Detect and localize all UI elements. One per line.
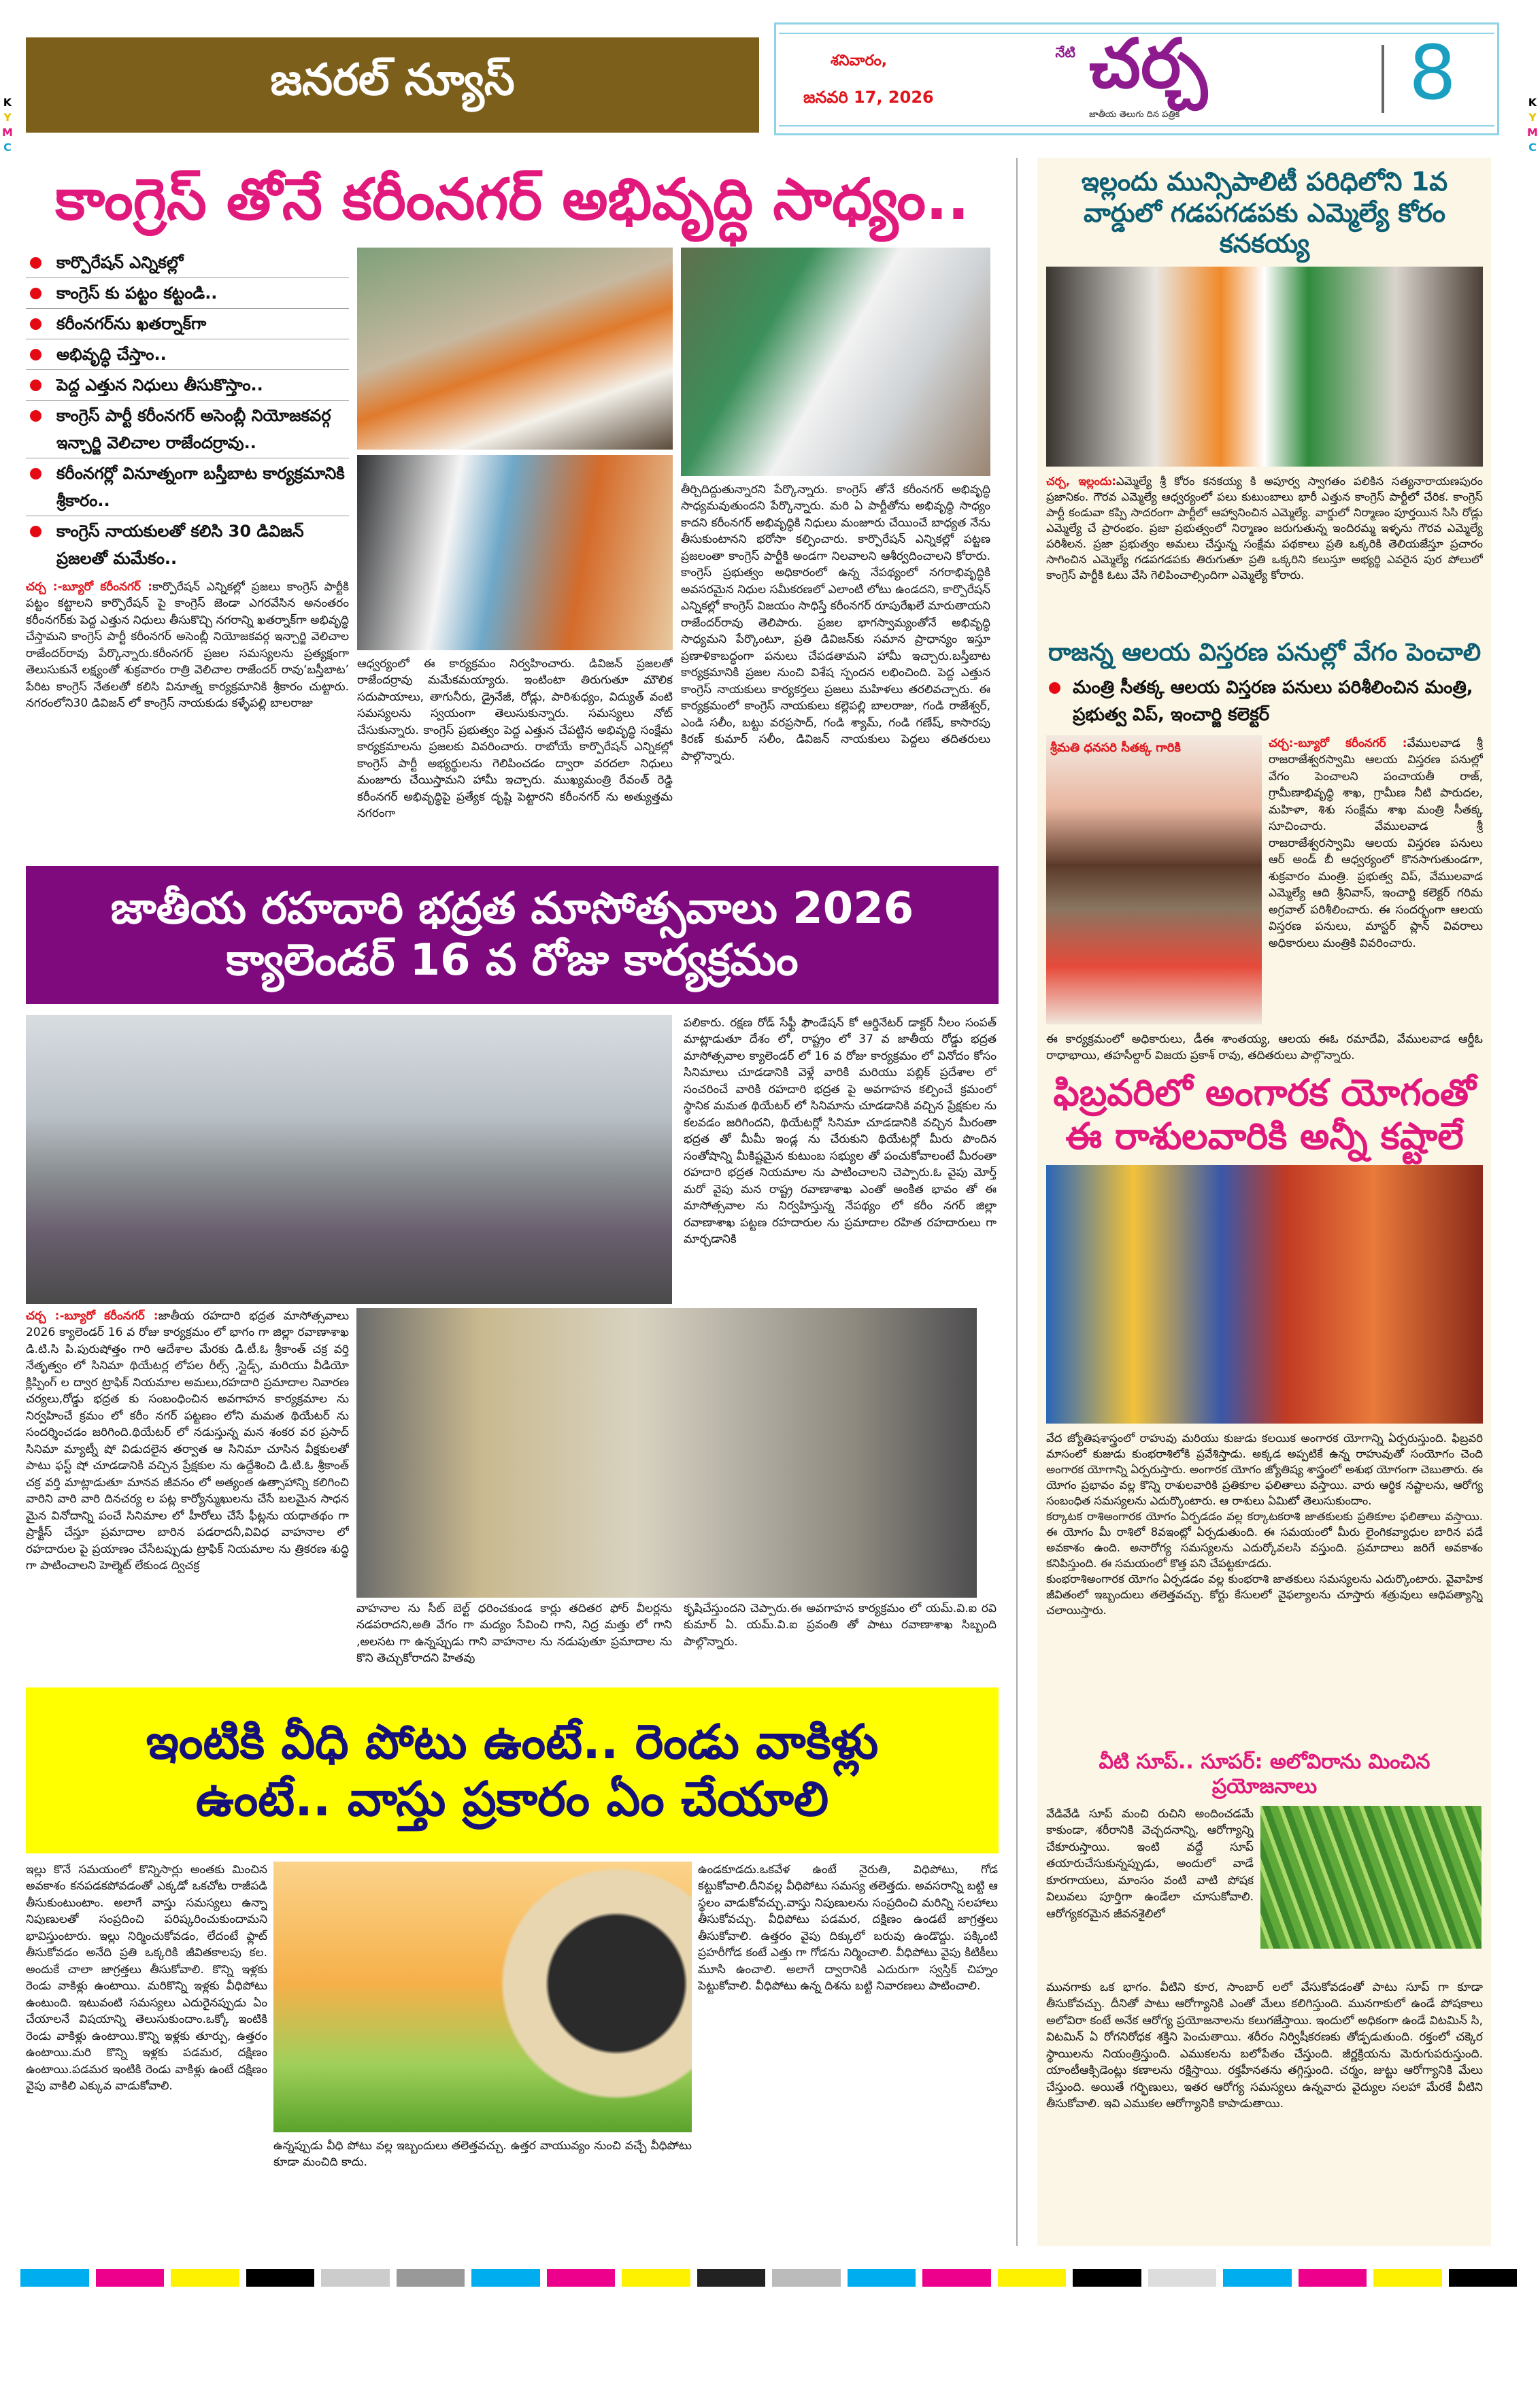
rajanna-body (1269, 735, 1483, 1024)
reg-y: Y (1528, 111, 1537, 124)
bullet-item (26, 401, 349, 458)
rajanna-bullet-text: మంత్రి సీతక్క ఆలయ విస్తరణ పనులు పరిశీలించిన మంత్రి, ప్రభుత్వ విప్, ఇంచార్జి కలెక్టర్ (1073, 677, 1473, 725)
karimnagar-column-1 (26, 248, 349, 858)
dateline: చర్చ :-బ్యూరో కరీంనగర్ : (26, 579, 152, 594)
karimnagar-body-col1 (26, 579, 349, 858)
divider (1382, 45, 1384, 113)
karimnagar-column-2 (357, 248, 673, 858)
bullet-item (26, 370, 349, 401)
print-color-bar (20, 2269, 1517, 2287)
illandu-photo (1046, 267, 1483, 467)
bullet-dot-icon (30, 468, 41, 480)
karimnagar-body-col3: తీర్చిదిద్దుతున్నారని పేర్కొన్నారు. కాంగ్రెస్ తోనే కరీంనగర్ అభివృద్ధి సాధ్యమవుతుందని పేర్కొన్నారు. మరి ఏ పార్టీతోను అభివృద్ధి సాధ్యం కాదని కరీంనగర్ అభివృద్ధికి నిధులు మంజూరు చేయించే బాధ్యత నేను తీసుకుంటానని భరోసా కల్పించారు. కార్పొరేషన్ ఎన్నికల్లో పట్టణ ప్రజలంతా కాంగ్రెస్ పార్టీకి అండగా నిలవాలని ఆశీర్వదించాలని కోరారు. కాంగ్రెస్ ప్రభుత్వం అధికారంలో ఉన్న నేపథ్యంలో నగరాభివృద్ధికి అవసరమైన నిధుల సమీకరణలో ఎలాంటి లోటు ఉండదని, కార్పొరేషన్ ఎన్నికల్లో కాంగ్రెస్ విజయం సాధిస్తే కరీంనగర్ రూపురేఖలే మారుతాయని రాజేందర్‌రావు తెలిపారు. ప్రజల భాగస్వామ్యంతోనే అభివృద్ధి సాధ్యమని పేర్కొంటూ, ప్రతి డివిజన్‌కు సమాన ప్రాధాన్యం ఇస్తూ ప్రణాళికాబద్ధంగా పనులు చేపడతామని హామీ ఇచ్చారు.బస్తీబాట కార్యక్రమానికి ప్రజల నుంచి విశేష స్పందన లభించింది. పెద్ద ఎత్తున కాంగ్రెస్ నాయకులు కార్యకర్తలు ప్రజలు మహిళలు తరలివచ్చారు. ఈ కార్యక్రమంలో కాంగ్రెస్ నాయకులు కల్లెపల్లి బాలరాజు, గండి రాజేశ్వర్, ఎండి సలీం, బట్టు వరప్రసాద్, గండి శ్యామ్, గండి గణేష్, కాసారపు కిరణ్ కుమార్ సలీం, డివిజన్ నాయకులు పెద్దలు తదితరులు పాల్గొన్నారు. (681, 482, 990, 763)
road-safety-body-col1 (26, 1308, 349, 1675)
road-safety-headline-line1: జాతీయ రహదారి భద్రత మాసోత్సవాలు 2026 (110, 883, 914, 934)
rajanna-subhead (1046, 674, 1483, 728)
angaraka-headline (1046, 1071, 1483, 1158)
body-text: జాతీయ రహదారి భద్రత మాసోత్సవాలు 2026 క్యాలెండర్ 16 వ రోజు కార్యక్రమం లో భాగం గా జిల్లా రవాణాశాఖ డి.టి.సి పి.పురుషోత్తం గారి ఆదేశాల మేరకు డి.టీ.ఓ శ్రీకాంత్ చక్ర వర్తి నేతృత్వం లో సినిమా థియేటర్ల లోపల రీల్స్ ,స్లైడ్స్, మరియు వీడియో క్లిప్పింగ్ ల ద్వార ట్రాఫిక్ నియమాల అమలు,రహదారి ప్రమాదాల నివారణ చర్యలు,రోడ్డు భద్రత కు సంబంధించిన అవగాహన కార్యక్రమాల ను నిర్వహించే క్రమం లో కరీం నగర్ పట్టణం లోని మమత థియేటర్ ను సందర్శించడం జరిగింది.థియేటర్ లో నడుస్తున్న మన శంకర వర ప్రసాద్ సినిమా మ్యాట్నీ షో విడుదలైన తర్వాత ఆ సినిమా చూసిన వీక్షకులతో పాటు ఫస్ట్ షో చూడడానికి వచ్చిన ప్రేక్షకుల ను ఉద్దేశించి డి.టి.ఓ శ్రీకాంత్ చక్ర వర్తి మాట్లాడుతూ మానవ జీవనం లో అత్యంత ఉత్సాహాన్ని కలిగించి వారిని వారి వారి దినచర్య ల పట్ల కార్యోన్ముఖులను చేసే బలమైన సాధన మైన వినోదాన్ని పంచే సినిమాల లో హీరోలు చేసే ఫీట్లను యధాతథం గా ప్రాక్టీస్ చేస్తూ ప్రమాదాల బారిన పడరాదనీ,వివిధ వాహనాల లో రహదారుల పై ప్రయాణం చేసేటప్పుడు ట్రాఫిక్ నియమాల ను త్రికరణ శుద్ధి గా పాటించాలని హెల్మెట్ లేకుండ ద్విచక్ర (26, 1309, 349, 1573)
bullet-text: కాంగ్రెస్ నాయకులతో కలిసి 30 డివిజన్ ప్రజలతో మమేకం.. (56, 521, 304, 568)
bullet-dot-icon (30, 318, 41, 330)
photo-banner-text: శ్రీమతి ధనసరి సీతక్క గారికి (1050, 740, 1181, 755)
karimnagar-body-col2: ఆధ్వర్యంలో ఈ కార్యక్రమం నిర్వహించారు. డివిజన్ ప్రజలతో రాజేందర్రావు మమేకమయ్యారు. ఇంటింటా తిరుగుతూ మౌలిక సదుపాయాలు, తాగునీరు, డ్రైనేజీ, రోడ్లు, పారిశుధ్యం, విద్యుత్ వంటి సమస్యలను స్వయంగా తెలుసుకున్నారు. సమస్యలు నోట్ చేసుకున్నారు. కాంగ్రెస్ ప్రభుత్వం పెద్ద ఎత్తున చేపట్టిన అభివృద్ధి సంక్షేమ కార్యక్రమాలను ప్రజలకు వివరించారు. రాబోయే కార్పొరేషన్ ఎన్నికల్లో కాంగ్రెస్ పార్టీ అభ్యర్థులను గెలిపించడం ద్వారా వరదలా నిధులు మంజూరు చేయిస్తామని హామీ ఇచ్చారు. ముఖ్యమంత్రి రేవంత్ రెడ్డి కరీంనగర్ అభివృద్ధిపై ప్రత్యేక దృష్టి పెట్టారని కరీంనగర్ ను అత్యుత్తమ నగరంగా (357, 656, 673, 821)
body-text: వేములవాడ శ్రీ రాజరాజేశ్వరస్వామి ఆలయ విస్తరణ పనుల్లో వేగం పెంచాలని పంచాయతీ రాజ్, గ్రామీణాభివృద్ధి శాఖ, గ్రామీణ నీటి పారుదల, మహిళా, శిశు సంక్షేమ శాఖ మంత్రి సీతక్క సూచించారు. వేములవాడ శ్రీ రాజరాజేశ్వరస్వామి ఆలయ విస్తరణ పనులు ఆర్ అండ్ బీ ఆధ్వర్యంలో కొనసాగుతుండగా, శుక్రవారం మంత్రి. ప్రభుత్వ విప్, వేములవాడ ఎమ్మెల్యే ఆది శ్రీనివాస్, ఇంచార్జి కలెక్టర్ గరిమ అగ్రవాల్ పరిశీలించారు. ఈ సందర్భంగా ఆలయ విస్తరణ పనులు, మాస్టర్ ప్లాన్ వివరాలు అధికారులు మంత్రికి వివరించారు. (1269, 736, 1483, 950)
karimnagar-article (26, 248, 999, 858)
bullet-dot-icon (1049, 682, 1060, 694)
vastu-photo-house-compass (273, 1862, 692, 2132)
bullet-dot-icon (30, 410, 41, 422)
karimnagar-bullet-list (26, 248, 349, 573)
registration-marks-right (1526, 95, 1539, 155)
road-safety-photo-theatre (26, 1015, 672, 1304)
angaraka-headline-line2: ఈ రాశులవారికి అన్నీ కష్టాలే (1065, 1114, 1464, 1158)
reg-c: C (3, 141, 12, 154)
bullet-dot-icon (30, 380, 41, 391)
reg-m: M (2, 126, 13, 139)
reg-c: C (1528, 141, 1537, 154)
soup-body-left: వేడివేడి సూప్ మంచి రుచిని అందించడమే కాకుండా, శరీరానికి వెచ్చదనాన్ని, ఆరోగ్యాన్ని చేకూరుస్తాయి. ఇంటి వద్దే సూప్ తయారుచేసుకున్నప్పుడు, అందులో వాడే కూరగాయలు, మాంసం వంటి వాటి పోషక విలువలు పూర్తిగా ఉండేలా చూసుకోవాలి. ఆరోగ్యకరమైన జీవనశైలిలో (1046, 1807, 1254, 1921)
bullet-dot-icon (30, 288, 41, 299)
dateline: చర్చ, ఇల్లందు: (1046, 474, 1116, 488)
issue-date: జనవరి 17, 2026 (803, 88, 934, 107)
vastu-headline-line1: ఇంటికి వీధి పోటు ఉంటే.. రెండు వాకిళ్లు (146, 1713, 879, 1770)
bullet-text: కరీంనగర్‌ను ఖతర్నాక్‌గా (56, 314, 207, 333)
bullet-item (26, 458, 349, 516)
newspaper-logo: చర్చ (1089, 24, 1207, 103)
road-safety-body-col2: వాహనాల ను సీట్ బెల్ట్ ధరించకుండ కార్లు తదితర ఫోర్ వీలర్లను నడపరాదని,అతి వేగం గా మద్యం సేవించి గాని, నిద్ర మత్తు లో గాని ,అలసట గా ఉన్నప్పుడు గాని వాహనాల ను నడుపుతూ ప్రమాదాల ను కొని తెచ్చుకోరాదని హితవు (356, 1601, 672, 1666)
soup-headline: వీటి సూప్.. సూపర్: అలోవిరాను మించిన ప్రయోజనాలు (1099, 1749, 1430, 1798)
dateline: చర్చ :-బ్యూరో కరీంనగర్ : (26, 1309, 158, 1323)
angaraka-body: వేద జ్యోతిషశాస్త్రంలో రాహువు మరియు కుజుడు కలయిక అంగారక యోగాన్ని ఏర్పరుస్తుంది. ఫిబ్రవరి మాసంలో కుజుడు కుంభరాశిలోకి ప్రవేశిస్తాడు. అక్కడ అప్పటికే ఉన్న రాహువుతో సంయోగం చెంది అంగారక యోగాన్ని ఏర్పరుస్తారు. అంగారక యోగం జ్యోతిష్య శాస్త్రంలో అశుభ యోగంగా చెబుతారు. ఈ యోగం ప్రభావం వల్ల కొన్ని రాశులవారికి ప్రతికూల ఫలితాలు వస్తాయి. వారు ఆర్థిక నష్టాలను, ఆరోగ్య సంబంధిత సమస్యలను ఎదుర్కొంటారు. ఆ రాశులు ఏమిటో తెలుసుకుందాం. కర్కాటక రాశిఅంగారక యోగం ఏర్పడడం వల్ల కర్కాటకరాశి జాతకులకు ప్రతికూల ఫలితాలు వస్తాయి. ఈ యోగం మీ రాశిలో 8వఇంట్లో ఏర్పడుతుంది. ఈ సమయంలో మీరు లైంగికవ్యాధుల బారిన పడే అవకాశం ఉంది. అనారోగ్య సమస్యలను ఎదుర్కోవలసి వస్తుంది. ప్రమాదాలు జరిగే అవకాశం కనిపిస్తుంది. ఈ సమయంలో కొత్త పని చేపట్టకూడదు. కుంభరాశిఅంగారక యోగం ఏర్పడడం వల్ల కుంభరాశి జాతకులు సమస్యలను ఎదుర్కొంటారు. వైవాహిక జీవితంలో ఇబ్బందులు తలెత్తవచ్చు. కోర్టు కేసులలో వైఫల్యాలను చూస్తారు శత్రువులు ఆధిపత్యాన్ని చలాయిస్తారు. (1046, 1431, 1483, 1617)
bullet-text: కరీంనగర్లో వినూత్నంగా బస్తీబాట కార్యక్రమానికి శ్రీకారం.. (56, 463, 345, 510)
road-safety-photo-officers (356, 1308, 977, 1598)
vastu-body-col3: ఉండకూడదు.ఒకవేళ ఉంటే నైరుతి, విధిపోటు, గోడ కట్టుకోవాలి.దీనివల్ల వీధిపోటు సమస్య తలెత్తదు. అవసరాన్ని బట్టి ఆ స్థలం వాడుకోవచ్చు.వాస్తు నిపుణులను సంప్రదించి మరిన్ని సలహాలు తీసుకోవచ్చు. వీధిపోటు పడమర, దక్షిణం ఉండటే జాగ్రత్తలు తీసుకోవాలి. ఉత్తరం వైపు దిక్కులో బరువు ఉండొద్దు. పక్కింటి ప్రహరీగోడ కంటే ఎత్తు గా గోడను నిర్మించాలి. వీధిపోటు వైపు కిటికీలు మూసి ఉంచాలి. అలాగే ద్వారానికి ఎదురుగా స్వస్తిక్ చిహ్నం పెట్టుకోవాలి. వీధిపోటు ఉన్న దిశను బట్టి నివారణలు పాటించాలి. (698, 1862, 998, 1994)
rajanna-closing: ఈ కార్యక్రమంలో అధికారులు, డీఈ శాంతయ్య, ఆలయ ఈఓ రమాదేవి, వేములవాడ ఆర్డీఓ రాధాభాయి, తహసీల్దార్ విజయ ప్రకాశ్ రావు, తదితరులు పాల్గొన్నారు. (1046, 1032, 1483, 1063)
bullet-item (26, 278, 349, 309)
page-number: 8 (1409, 29, 1456, 116)
road-safety-body-col3: పలికారు. రక్షణ రోడ్ సేఫ్టీ ఫౌండేషన్ కో ఆర్డినేటర్ డాక్టర్ నీలం సంపత్ మాట్లాడుతూ దేశం లో, రాష్ట్రం లో 37 వ జాతీయ రోడ్డు భద్రత మాసోత్సవాల క్యాలెండర్ లో 16 వ రోజు కార్యక్రమం లో వినోదం కోసం సినిమాలు చూడడానికి వెళ్లే వారికి మరియు పబ్లిక్ ప్రదేశాల లో సంచరించే వారికి రహదారి భద్రత పై అవగాహన కల్పించే క్రమంలో స్థానిక మమత థియేటర్ లో సినిమాను చూడడానికి వచ్చిన ప్రేక్షకుల ను కలవడం జరిగిందని, థియేటర్లో సినిమా చూడడానికి వచ్చిన మీరంతా భద్రత తో మీమీ ఇండ్ల ను చేరుకుని థియేటర్లో మీరు పొందిన సంతోషాన్ని మీకిష్టమైన కుటుంబ సభ్యుల తో పంచుకోవాలంటే మీరంతా రహదారి భద్రత నియమాల ను పాటించాలని చెప్పారు.ఓ వైపు మోర్త్ మరో వైపు మన రాష్ట్ర రవాణాశాఖ ఎంతో అంకిత భావం తో ఈ మాసోత్సవాల ను నిర్వహిస్తున్న నేపథ్యం లో కరీం నగర్ జిల్లా రవాణాశాఖ పట్టణ రహదారుల ను ప్రమాదాల రహిత రహదారులు గా మార్చడానికి (684, 1015, 997, 1247)
road-safety-body-col4: కృషిచేస్తుందని చెప్పారు.ఈ అవగాహన కార్యక్రమం లో యమ్.వి.ఐ రవి కుమార్ ఏ. యమ్.వి.ఐ ప్రవంతి తో పాటు రవాణాశాఖ సిబ్బంది పాల్గొన్నారు. (684, 1601, 997, 1649)
bullet-text: అభివృద్ధి చేస్తాం.. (56, 344, 167, 364)
karimnagar-headline: కాంగ్రెస్ తోనే కరీంనగర్ అభివృద్ధి సాధ్యం.. (55, 166, 969, 233)
soup-body-full: మునగాకు ఒక భాగం. వీటిని కూర, సాంబార్ లలో వేసుకోవడంతో పాటు సూప్ గా కూడా తీసుకోవచ్చు. దీనితో పాటు ఆరోగ్యానికి ఎంతో మేలు కలిగిస్తుంది. మునగాకులో ఉండే పోషకాలు అలోవిరా కంటే అనేక ఆరోగ్య ప్రయోజనాలను కలుగజేస్తాయి. ఇందులో అధికంగా ఉండే విటమిన్ సి, విటమిన్ ఏ రోగనిరోధక శక్తిని పెంచుతాయి. శరీరం నిర్విషీకరణకు తోడ్పడుతుంది. రక్తంలో చక్కెర స్థాయిలను నియంత్రిస్తుంది. ఎముకలను బలోపేతం చేస్తుంది. జీర్ణక్రియను మెరుగుపరుస్తుంది. యాంటీఆక్సిడెంట్లు కణాలను రక్షిస్తాయి. రక్తహీనతను తగ్గిస్తుంది. చర్మం, జుట్టు ఆరోగ్యానికి మేలు చేస్తుంది. అయితే గర్భిణులు, ఇతర ఆరోగ్య సమస్యలు ఉన్నవారు వైద్యుల సలహా మేరకే వీటిని తీసుకోవాలి. ఇవి ఎముకల ఆరోగ్యానికి కాపాడుతాయి. (1046, 1980, 1483, 2111)
reg-k: K (3, 96, 12, 109)
bullet-text: కాంగ్రెస్ కు పట్టం కట్టండి.. (56, 283, 218, 303)
vastu-banner (26, 1687, 999, 1853)
soup-photo-drumsticks (1260, 1806, 1482, 1949)
road-safety-headline-line2: క్యాలెండర్ 16 వ రోజు కార్యక్రమం (226, 935, 799, 986)
bullet-text: కాంగ్రెస్ పార్టీ కరీంనగర్ అసెంబ్లీ నియోజకవర్గ ఇన్చార్జి వెలిచాల రాజేందర్రావు.. (56, 405, 331, 452)
illandu-headline: ఇల్లందు మున్సిపాలిటీ పరిధిలోని 1వ వార్డులో గడపగడపకు ఎమ్మెల్యే కోరం కనకయ్య (1081, 167, 1448, 259)
rajanna-photo-minister (1046, 735, 1262, 1024)
reg-m: M (1527, 126, 1538, 139)
reg-k: K (1528, 96, 1537, 109)
body-text: ఎమ్మెల్యే శ్రీ కోరం కనకయ్య కి అపూర్వ స్వాగతం పలికిన సత్యనారాయణపురం ప్రజానికం. గౌరవ ఎమ్మెల్యే ఆధ్వర్యంలో పలు కుటుంబాలు భారీ ఎత్తున కాంగ్రెస్ పార్టీలో చేరిక. కాంగ్రెస్ పార్టీ కండువా కప్పి సాదరంగా పార్టీలో ఆహ్వానించిన ఎమ్మెల్యే. వార్డులో నిర్మాణం పూర్తయిన సిసి రోడ్లు ఎమ్మెల్యే చే ప్రారంభం. ప్రజా ప్రభుత్వంలో నిర్మాణం జరుగుతున్న ఇందిరమ్మ ఇళ్ళను గౌరవ ఎమ్మెల్యే పరిశీలన. ప్రజా ప్రభుత్వం అమలు చేస్తున్న సంక్షేమ పథకాలు ప్రతి ఒక్కరికి తెలియజేస్తూ ప్రచారం సాగించిన ఎమ్మెల్యే గడపగడపకు తిరుగుతూ ప్రతి ఒక్కరిని కలుస్తూ అభ్యర్థి ఎవరైన పుర పోలులో కాంగ్రెస్ పార్టీకి ఓటు వేసి గెలిపించాల్సిందిగా ఎమ్మెల్యే కోరారు. (1046, 474, 1483, 582)
registration-marks-left (1, 95, 14, 155)
illandu-body (1046, 473, 1483, 631)
issue-day: శనివారం, (831, 52, 888, 69)
karimnagar-photo-greeting (357, 248, 673, 450)
column-divider (1016, 158, 1018, 2246)
section-title: జనరల్ న్యూస్ (270, 54, 515, 105)
masthead (774, 22, 1499, 135)
bullet-item (26, 516, 349, 573)
angaraka-headline-line1: ఫిబ్రవరిలో అంగారక యోగంతో (1053, 1071, 1476, 1114)
angaraka-photo-deities (1046, 1165, 1483, 1424)
bullet-dot-icon (30, 349, 41, 360)
section-banner (26, 37, 759, 133)
vastu-article (26, 1862, 999, 2202)
karimnagar-column-3 (681, 248, 990, 858)
bullet-item (26, 248, 349, 278)
body-text: కార్పొరేషన్ ఎన్నికల్లో ప్రజలు కాంగ్రెస్ పార్టీకి పట్టం కట్టాలని కార్పొరేషన్ పై కాంగ్రెస్ జెండా ఎగరవేసిన అనంతరం కరీంనగర్‌కు పెద్ద ఎత్తున నిధులు తీసుకొచ్చి నగరాన్ని ఖతర్నాక్‌గా అభివృద్ధి చేస్తామని కాంగ్రెస్ పార్టీ కరీంనగర్ అసెంబ్లీ నియోజకవర్గ ఇన్చార్జి వెలిచాల రాజేందర్‌రావు పేర్కొన్నారు.కరీంనగర్ ప్రజల సమస్యలను ప్రత్యక్షంగా తెలుసుకునే లక్ష్యంతో శుక్రవారం రాత్రి వెలిచాల రాజేందర్ రావు‘బస్తీబాట’ పేరిట కాంగ్రెస్ నేతలతో కలిసి వినూత్న కార్యక్రమానికి శ్రీకారం చుట్టారు. నగరంలోని30 డివిజన్ లో కాంగ్రెస్ నాయకుడు కళ్ళేపల్లి బాలరాజు (26, 579, 349, 711)
dateline: చర్చ:-బ్యూరో కరీంనగర్ : (1269, 736, 1407, 750)
road-safety-banner (26, 866, 999, 1004)
right-column-content (1046, 167, 1483, 2214)
logo-prefix: నేటి (1055, 44, 1075, 61)
logo-tagline: జాతీయ తెలుగు దిన పత్రిక (1089, 110, 1180, 120)
bullet-dot-icon (30, 257, 41, 269)
karimnagar-photo-handshake (357, 455, 673, 650)
vastu-body-col1: ఇల్లు కొనే సమయంలో కొన్నిసార్లు అంతకు మించిన అవకాశం కనపడకపోవడంతో ఎక్కడో ఒకచోట రాజీపడి తీసుకుంటుంటాం. అలాగే వాస్తు సమస్యలు ఉన్నా నిపుణులతో సంప్రదించి పరిష్కరించుకుందామని భావిస్తుంటారు. ఇల్లు నిర్మించుకోవడం, లేదంటే ఫ్లాట్ తీసుకోవడం అనేది ప్రతి ఒక్కరికి జీవితకాలపు కల. అందుకే చాలా జాగ్రత్తలు తీసుకోవాలి. కొన్ని ఇళ్లకు రెండు వాకిళ్లు ఉంటాయి. మరికొన్ని ఇళ్లకు వీధిపోటు ఉంటుంది. ఇటువంటి సమస్యలు ఎదురైనప్పుడు ఏం చేయాలనే విషయాన్ని తెలుసుకుందాం.ఒక్కో ఇంటికి రెండు వాకిళ్లు ఉంటాయి.కొన్ని ఇళ్లకు తూర్పు, ఉత్తరం ఉంటాయి.మరి కొన్ని ఇళ్లకు పడమర, దక్షిణం ఉంటాయి.పడమర ఇంటికి రెండు వాకిళ్లు ఉంటే దక్షిణం వైపు వాకిలి ఎక్కువ వాడుకోవాలి. (26, 1862, 267, 2094)
vastu-body-col2: ఉన్నప్పుడు వీధి పోటు వల్ల ఇబ్బందులు తలెత్తవచ్చు. ఉత్తర వాయువ్యం నుంచి వచ్చే వీధిపోటు కూడా మంచిది కాదు. (273, 2138, 692, 2170)
bullet-item (26, 339, 349, 370)
bullet-item (26, 309, 349, 339)
road-safety-article (26, 1015, 999, 1675)
karimnagar-photo-women (681, 248, 990, 476)
bullet-text: పెద్ద ఎత్తున నిధులు తీసుకొస్తాం.. (56, 375, 263, 394)
reg-y: Y (3, 111, 12, 124)
left-content-area (26, 165, 999, 2202)
bullet-text: కార్పొరేషన్ ఎన్నికల్లో (56, 252, 184, 272)
bullet-dot-icon (30, 526, 41, 537)
vastu-headline-line2: ఉంటే.. వాస్తు ప్రకారం ఏం చేయాలి (195, 1770, 829, 1827)
rajanna-headline: రాజన్న ఆలయ విస్తరణ పనుల్లో వేగం పెంచాలి (1048, 638, 1482, 667)
